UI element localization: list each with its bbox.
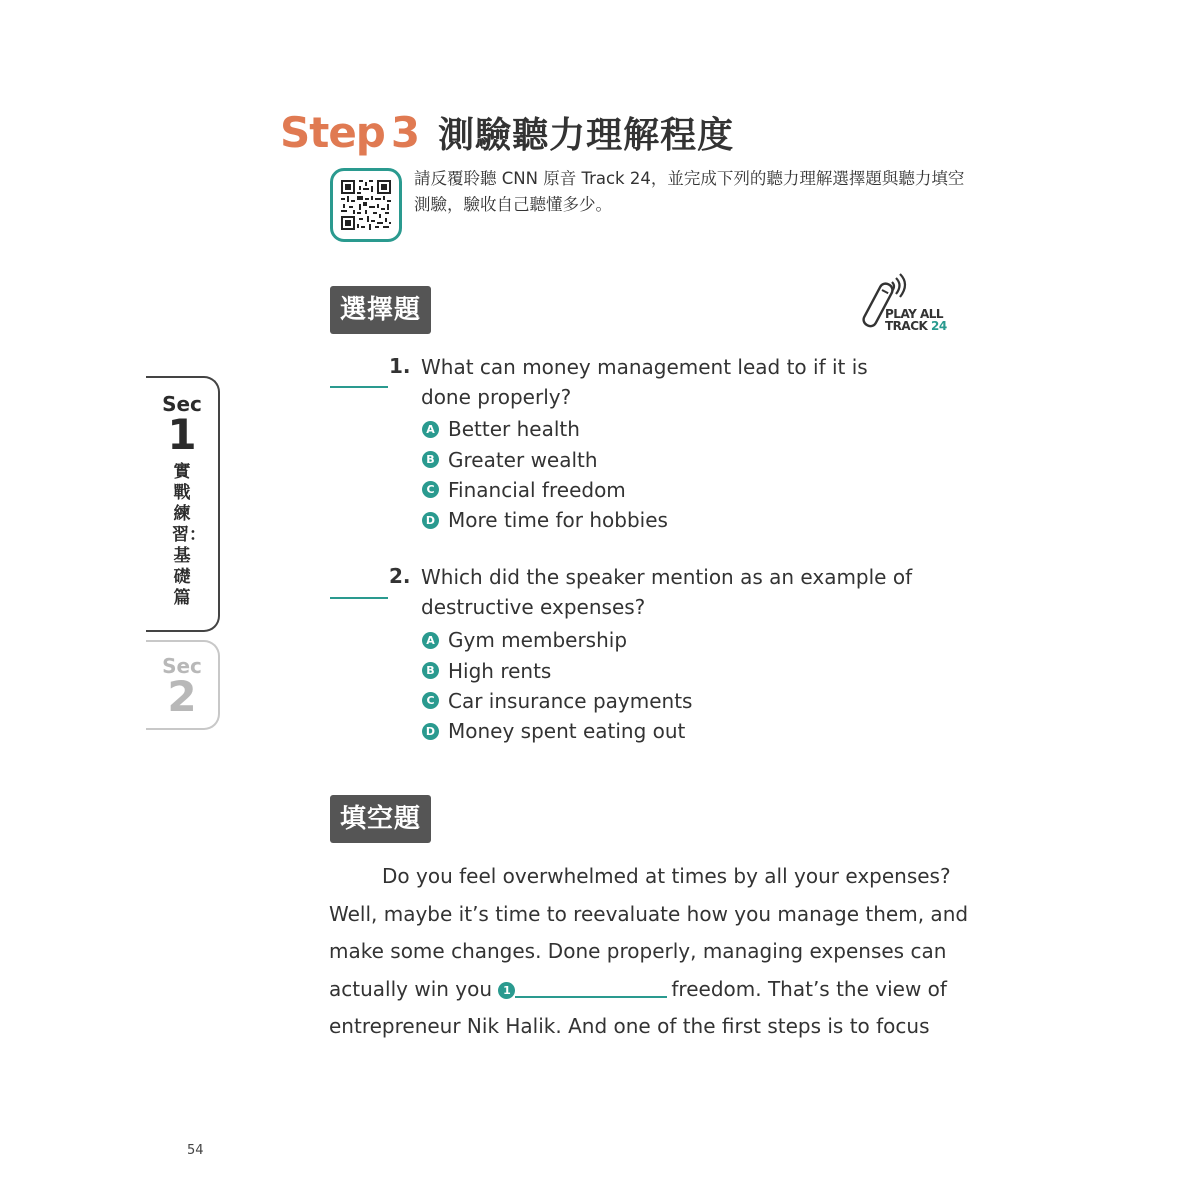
option-item[interactable]: [422, 655, 692, 685]
passage-text-part1: Do you feel overwhelmed at times by all your expenses? Well, maybe it’s time to reevaluate how you manage them, and make some changes. Done properly, managing expenses can actually win you: [329, 864, 969, 1001]
option-item[interactable]: [422, 505, 668, 535]
answer-blank-q2[interactable]: [330, 597, 388, 599]
question-number: 2.: [389, 564, 411, 588]
question-text: What can money management lead to if it is done properly?: [421, 355, 868, 409]
play-all-button[interactable]: [858, 272, 948, 338]
option-letter-badge: A: [422, 421, 439, 438]
options-list-q2: [422, 625, 692, 747]
option-letter-badge: D: [422, 512, 439, 529]
option-text: Car insurance payments: [448, 688, 693, 713]
sec-number: 2: [167, 672, 197, 721]
sec-number: 1: [167, 410, 197, 459]
step-number: 3: [390, 107, 421, 157]
qr-code-icon: [341, 180, 391, 230]
option-letter-badge: C: [422, 692, 439, 709]
play-all-label: [885, 308, 947, 332]
sec-word: Sec: [162, 654, 202, 678]
step-label: Step: [280, 107, 385, 157]
section-tab-2[interactable]: [146, 640, 220, 730]
passage-text-part2: freedom. That’s the view of entrepreneur Nik Halik. And one of the first steps is to focus: [329, 976, 947, 1039]
option-item[interactable]: [422, 414, 668, 444]
option-letter-badge: B: [422, 451, 439, 468]
play-all-text: PLAY ALL: [885, 307, 944, 321]
option-text: Financial freedom: [448, 477, 626, 502]
multiple-choice-heading: 選擇題: [330, 286, 431, 334]
sec-label-vertical: 實戰練習：基礎篇: [172, 462, 206, 608]
option-letter-badge: A: [422, 632, 439, 649]
option-text: Money spent eating out: [448, 719, 686, 744]
option-letter-badge: C: [422, 481, 439, 498]
page-title: 測驗聽力理解程度: [438, 114, 735, 156]
option-text: Gym membership: [448, 628, 628, 653]
qr-code-frame[interactable]: [330, 168, 402, 242]
track-label-row: [885, 320, 947, 332]
option-item[interactable]: [422, 444, 668, 474]
option-item[interactable]: [422, 625, 692, 655]
question-number: 1.: [389, 354, 411, 378]
option-text: Greater wealth: [448, 447, 598, 472]
fill-in-passage: [329, 858, 969, 1046]
option-text: High rents: [448, 658, 552, 683]
fill-in-heading: 填空題: [330, 795, 431, 843]
page-number: 54: [187, 1143, 204, 1158]
track-label: TRACK: [885, 319, 928, 333]
option-letter-badge: B: [422, 662, 439, 679]
track-number: 24: [931, 319, 947, 333]
fill-blank-1[interactable]: [515, 978, 667, 998]
option-item[interactable]: [422, 686, 692, 716]
option-letter-badge: D: [422, 723, 439, 740]
option-item[interactable]: [422, 475, 668, 505]
instructions-text: 請反覆聆聽 CNN 原音 Track 24，並完成下列的聽力理解選擇題與聽力填空測驗，驗收自己聽懂多少。: [414, 169, 965, 214]
option-text: Better health: [448, 417, 580, 442]
option-item[interactable]: [422, 716, 692, 746]
sec-word: Sec: [162, 392, 202, 416]
question-text: Which did the speaker mention as an example of destructive expenses?: [421, 565, 913, 619]
blank-number-badge: 1: [498, 982, 515, 999]
options-list-q1: [422, 414, 668, 536]
option-text: More time for hobbies: [448, 508, 668, 533]
section-tab-1[interactable]: [146, 376, 220, 632]
answer-blank-q1[interactable]: [330, 386, 388, 388]
step-header: [280, 102, 734, 162]
